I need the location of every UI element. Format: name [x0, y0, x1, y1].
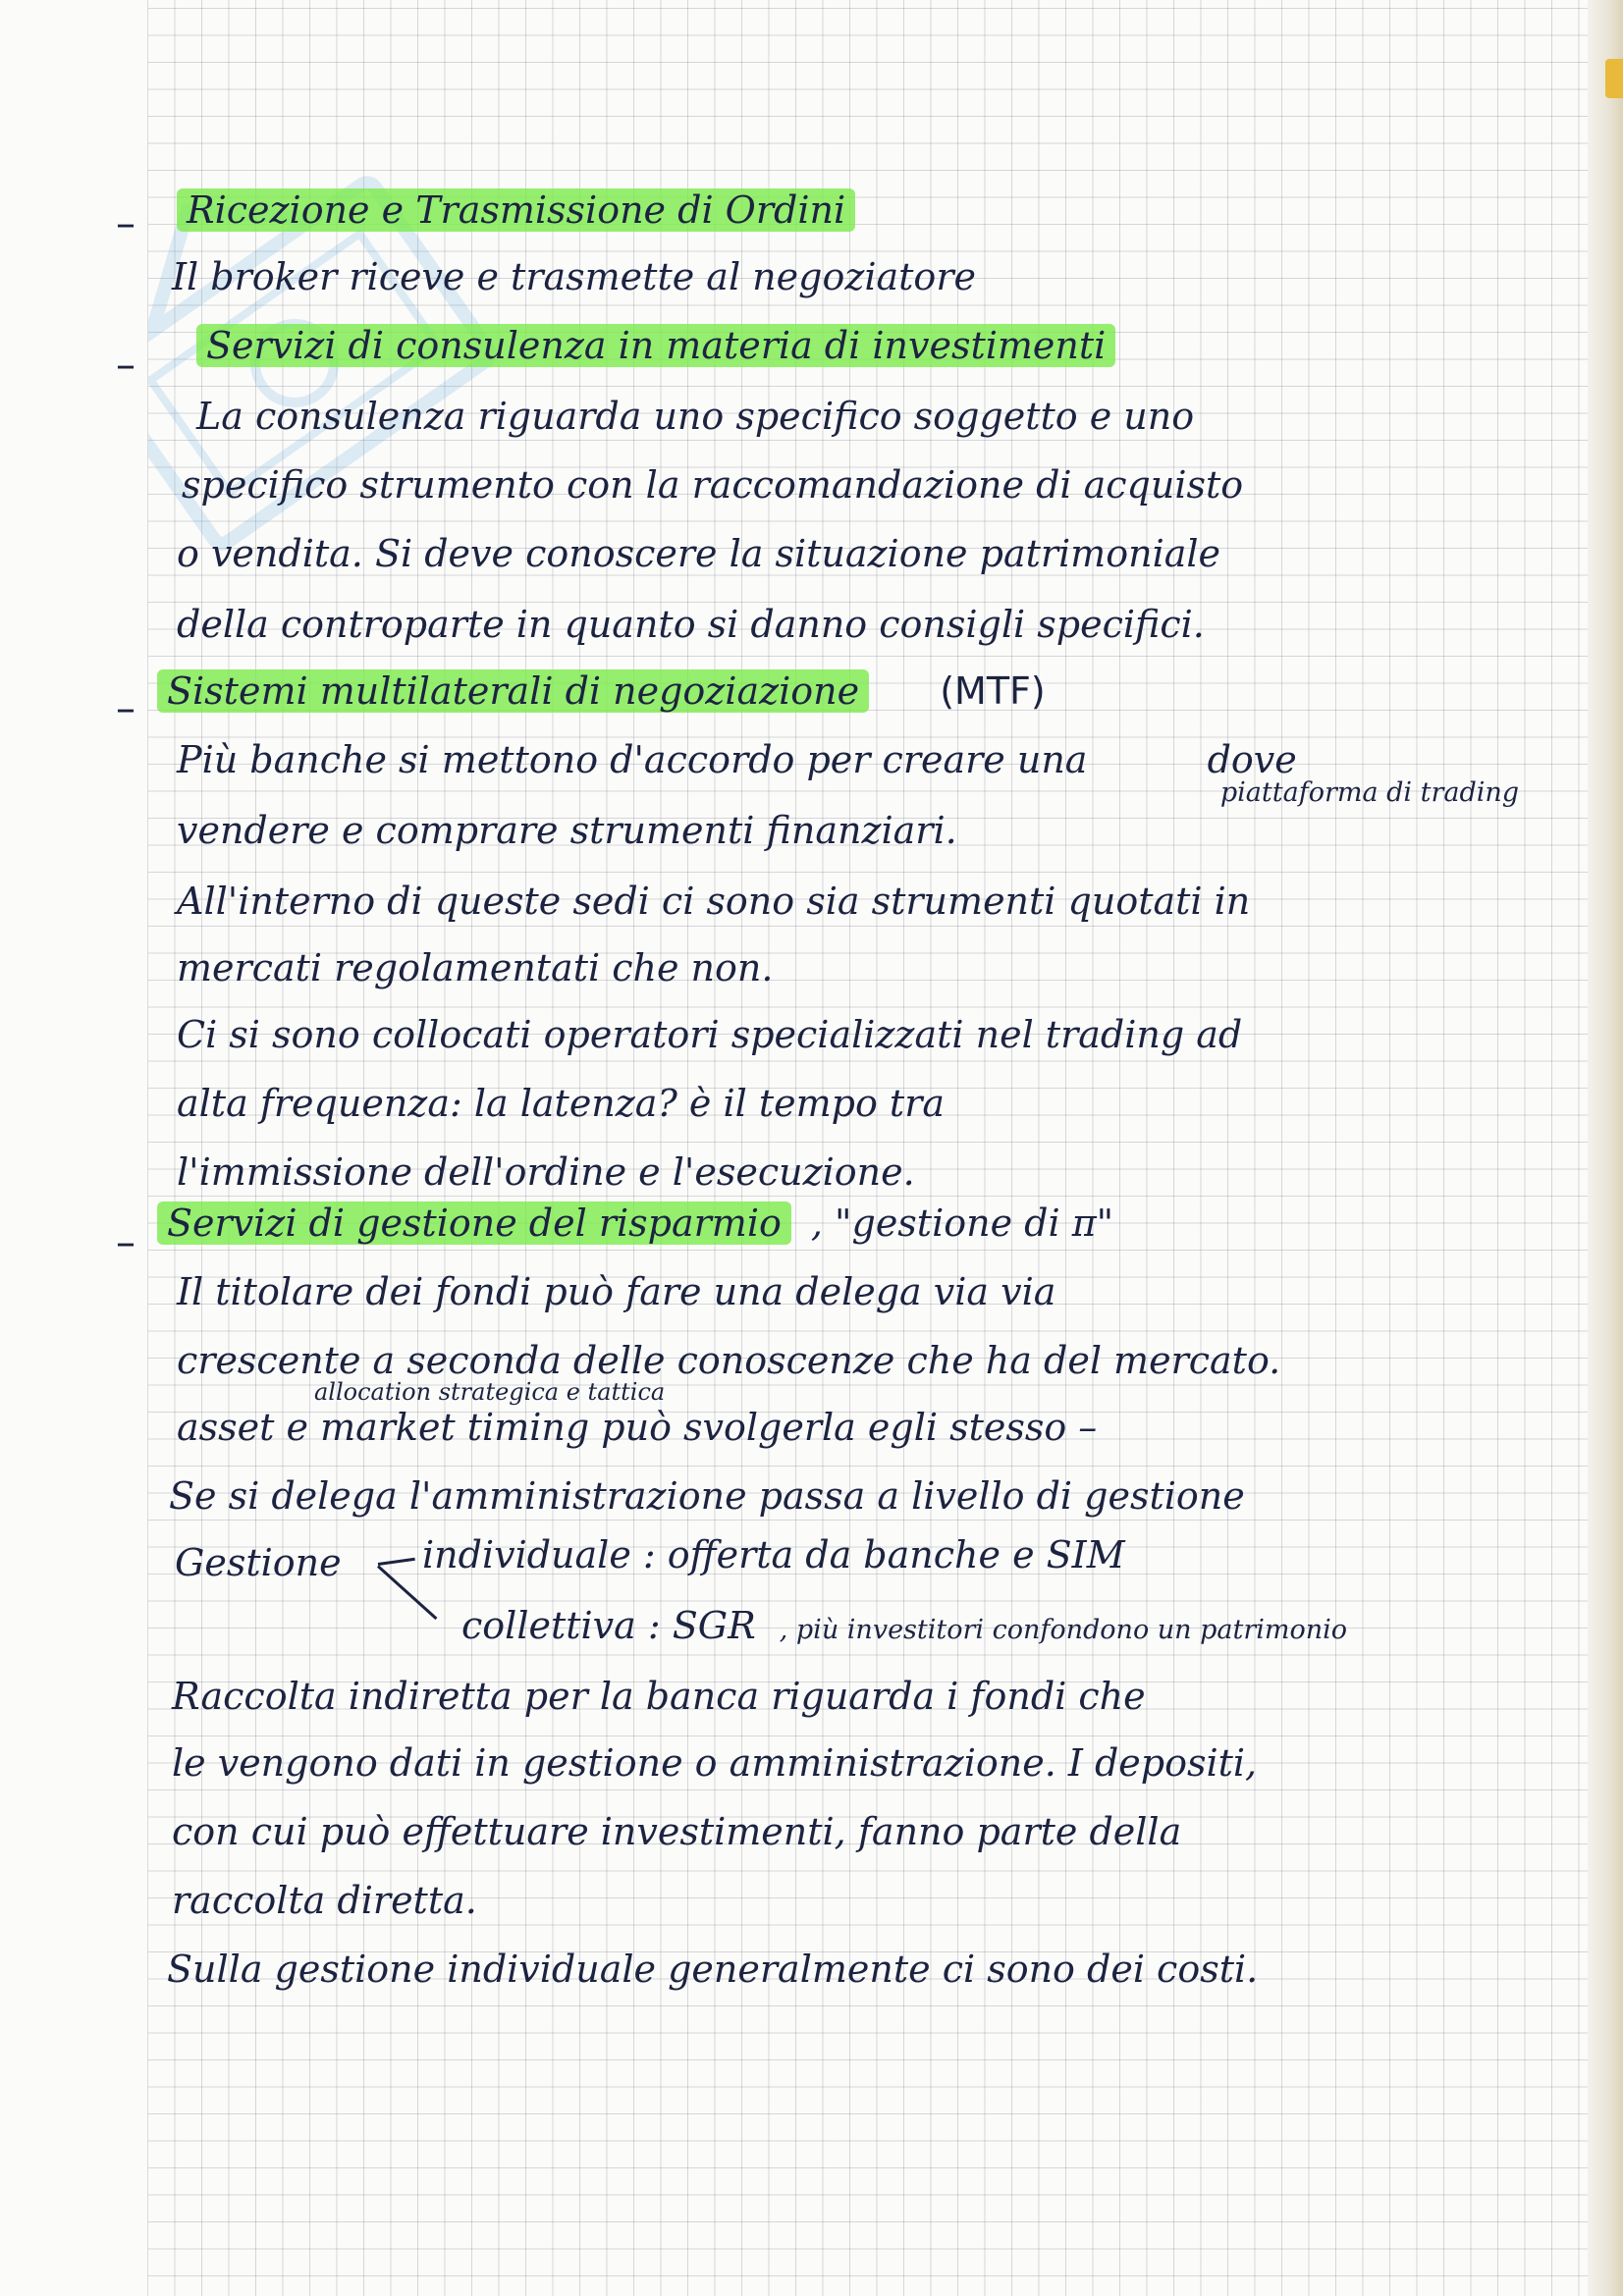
text-line: l'immissione dell'ordine e l'esecuzione.: [177, 1150, 915, 1194]
tree-root: Gestione: [175, 1541, 342, 1584]
bullet-dash: –: [116, 1220, 135, 1265]
insert-note: allocation strategica e tattica: [314, 1378, 666, 1406]
text-line: Se si delega l'amministrazione passa a livello di gestione: [169, 1474, 1245, 1518]
heading-mtf: Sistemi multilaterali di negoziazione (MTF): [157, 667, 1046, 715]
text-line: Ci si sono collocati operatori specializzati nel trading ad: [177, 1013, 1243, 1056]
text-line: specifico strumento con la raccomandazione di acquisto: [182, 463, 1244, 507]
bullet-dash: –: [116, 201, 135, 246]
text-line: della controparte in quanto si danno consigli specifici.: [177, 603, 1205, 646]
text-line: le vengono dati in gestione o amministrazione. I depositi,: [172, 1741, 1258, 1785]
insert-note: piattaforma di trading: [1219, 777, 1520, 808]
heading-consulenza: Servizi di consulenza in materia di investimenti: [196, 322, 1115, 369]
heading-risparmio: Servizi di gestione del risparmio , "gestione di π": [157, 1200, 1113, 1247]
text-line: Il broker riceve e trasmette al negoziatore: [172, 255, 976, 298]
tree-branch-collettiva: collettiva : SGR , più investitori confondono un patrimonio: [461, 1604, 1348, 1647]
text-line: asset e market timing può svolgerla egli stesso –: [177, 1406, 1098, 1449]
text-line: alta frequenza: la latenza? è il tempo tra: [177, 1082, 946, 1125]
text-line: crescente a seconda delle conoscenze che ha del mercato.: [177, 1339, 1281, 1382]
tree-connector: [378, 1558, 415, 1566]
text-line: Più banche si mettono d'accordo per creare una dove: [177, 738, 1297, 781]
bullet-dash: –: [116, 343, 135, 388]
tree-branch-individuale: individuale : offerta da banche e SIM: [422, 1533, 1125, 1576]
heading-ricezione: Ricezione e Trasmissione di Ordini: [177, 187, 855, 234]
bullet-dash: –: [116, 686, 135, 731]
text-line: La consulenza riguarda uno specifico soggetto e uno: [196, 395, 1195, 438]
text-line: vendere e comprare strumenti finanziari.: [177, 809, 957, 852]
text-line: Il titolare dei fondi può fare una delega via via: [177, 1270, 1056, 1313]
text-line: raccolta diretta.: [172, 1879, 477, 1922]
text-line: con cui può effettuare investimenti, fanno parte della: [172, 1810, 1182, 1853]
edge-tab: [1605, 59, 1623, 98]
text-line: Raccolta indiretta per la banca riguarda i fondi che: [172, 1675, 1146, 1718]
text-line: Sulla gestione individuale generalmente ci sono dei costi.: [167, 1948, 1259, 1991]
text-line: mercati regolamentati che non.: [177, 946, 774, 989]
text-line: All'interno di queste sedi ci sono sia strumenti quotati in: [177, 880, 1251, 923]
page-edge: [1588, 0, 1623, 2296]
text-line: o vendita. Si deve conoscere la situazione patrimoniale: [177, 532, 1221, 575]
